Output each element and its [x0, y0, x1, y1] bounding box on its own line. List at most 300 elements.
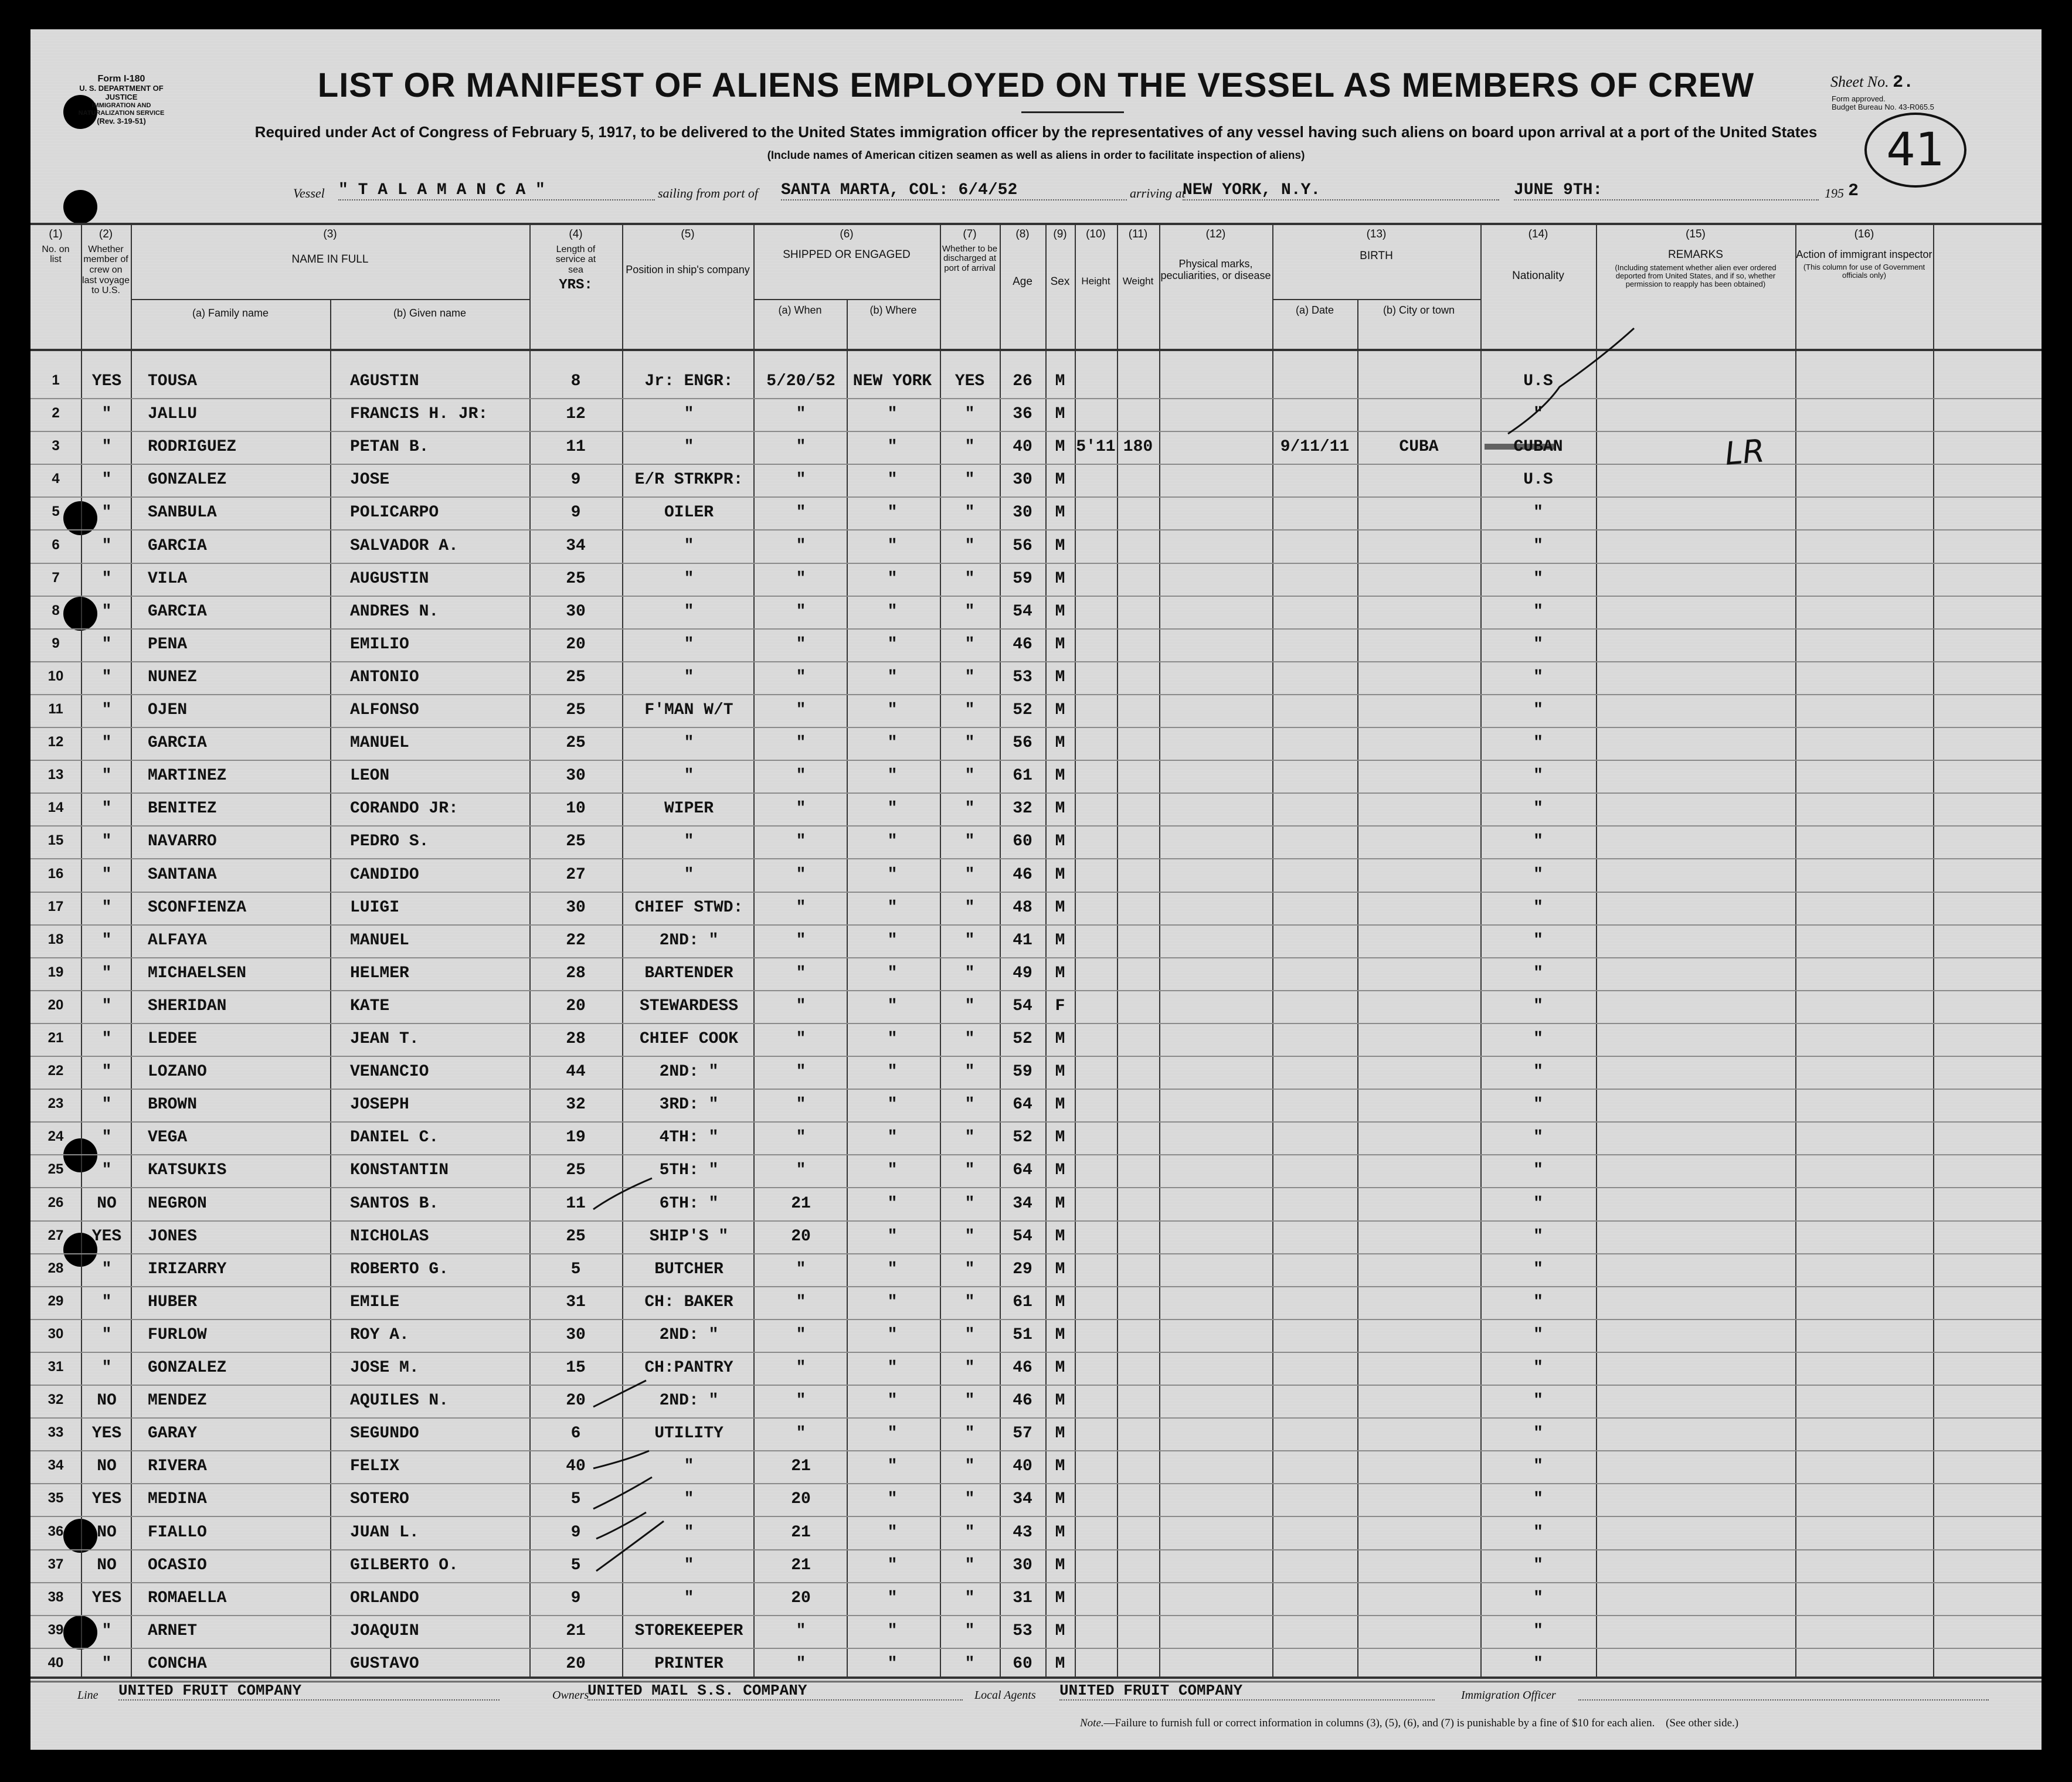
- prev-voyage-cell: ": [101, 635, 112, 654]
- position-cell: OILER: [664, 504, 714, 522]
- shipped-where-cell: ": [887, 504, 898, 522]
- sex-cell: M: [1055, 570, 1065, 588]
- prev-voyage-cell: ": [101, 800, 112, 818]
- years-service-cell: 11: [566, 1195, 586, 1213]
- discharged-cell: ": [964, 1030, 975, 1048]
- list-number-cell: 5: [52, 504, 60, 519]
- given-name-cell: CORANDO JR:: [350, 800, 458, 818]
- shipped-when-cell: ": [796, 504, 806, 522]
- prev-voyage-cell: ": [101, 438, 112, 456]
- prev-voyage-cell: NO: [97, 1523, 117, 1542]
- note-label: Note.: [1080, 1717, 1104, 1729]
- list-number-cell: 25: [47, 1161, 64, 1177]
- shipped-where-cell: ": [887, 1589, 898, 1607]
- shipped-where-cell: ": [887, 1556, 898, 1574]
- form-approved-line2: Budget Bureau No. 43-R065.5: [1832, 103, 1934, 112]
- owners-value: UNITED MAIL S.S. COMPANY: [587, 1682, 963, 1701]
- shipped-where-cell: ": [887, 1424, 898, 1443]
- shipped-when-cell: ": [796, 1096, 806, 1114]
- note-text: —Failure to furnish full or correct information in columns (3), (5), (6), and (7) is punishable by a fine of $10 for each alien.: [1103, 1717, 1655, 1729]
- birth-date-cell: 9/11/11: [1280, 438, 1350, 456]
- years-service-cell: 20: [566, 1392, 586, 1410]
- shipped-where-cell: ": [887, 899, 898, 917]
- list-number-cell: 4: [52, 471, 60, 487]
- years-service-cell: 9: [570, 471, 581, 489]
- nationality-cell: ": [1533, 1523, 1543, 1542]
- given-name-cell: EMILIO: [350, 635, 409, 654]
- col11-num: (11): [1128, 228, 1148, 240]
- shipped-when-cell: 20: [791, 1490, 811, 1508]
- sailing-port: SANTA MARTA, COL: 6/4/52: [781, 181, 1127, 200]
- position-cell: ": [684, 767, 694, 785]
- sex-cell: M: [1055, 1490, 1065, 1508]
- shipped-when-cell: ": [796, 1161, 806, 1179]
- shipped-when-cell: ": [796, 1622, 806, 1640]
- discharged-cell: ": [964, 1161, 975, 1179]
- given-name-cell: GILBERTO O.: [350, 1556, 458, 1574]
- sex-cell: M: [1055, 635, 1065, 654]
- shipped-when-cell: ": [796, 537, 806, 555]
- age-cell: 53: [1013, 668, 1032, 686]
- years-service-cell: 9: [570, 1589, 581, 1607]
- sex-cell: M: [1055, 471, 1065, 489]
- shipped-when-cell: ": [796, 438, 806, 456]
- shipped-where-cell: ": [887, 1622, 898, 1640]
- prev-voyage-cell: ": [101, 701, 112, 719]
- list-number-cell: 22: [47, 1063, 64, 1079]
- shipped-when-cell: ": [796, 405, 806, 423]
- col15-title: REMARKS: [1668, 248, 1723, 261]
- nationality-cell: ": [1533, 1392, 1543, 1410]
- discharged-cell: ": [964, 438, 975, 456]
- given-name-cell: AQUILES N.: [350, 1392, 449, 1410]
- position-cell: BUTCHER: [654, 1260, 723, 1278]
- nationality-cell: ": [1533, 1063, 1543, 1081]
- age-cell: 30: [1013, 471, 1032, 489]
- given-name-cell: LUIGI: [350, 899, 400, 917]
- age-cell: 40: [1013, 438, 1032, 456]
- discharged-cell: ": [964, 1227, 975, 1246]
- nationality-cell: ": [1533, 1293, 1543, 1311]
- list-number-cell: 13: [47, 767, 64, 783]
- discharged-cell: ": [964, 800, 975, 818]
- col4-num: (4): [569, 228, 583, 240]
- col11-title: Weight: [1122, 275, 1154, 287]
- list-number-cell: 35: [47, 1490, 64, 1506]
- given-name-cell: KATE: [350, 997, 390, 1015]
- family-name-cell: RIVERA: [148, 1457, 207, 1475]
- subtitle-note: (Include names of American citizen seamen as well as aliens in order to facilitate inspection of aliens): [767, 149, 1305, 162]
- years-service-cell: 5: [570, 1260, 581, 1278]
- footer-note: [1080, 1717, 1738, 1730]
- shipped-when-cell: ": [796, 899, 806, 917]
- position-cell: E/R STRKPR:: [634, 471, 743, 489]
- sex-cell: F: [1055, 997, 1065, 1015]
- prev-voyage-cell: YES: [91, 372, 122, 390]
- position-cell: ": [684, 1457, 694, 1475]
- given-name-cell: FRANCIS H. JR:: [350, 405, 488, 423]
- service: IMMIGRATION AND NATURALIZATION SERVICE: [78, 102, 165, 117]
- shipped-where-cell: ": [887, 1030, 898, 1048]
- discharged-cell: ": [964, 405, 975, 423]
- shipped-when-cell: 20: [791, 1589, 811, 1607]
- age-cell: 64: [1013, 1096, 1032, 1114]
- tally-stroke-icon: [593, 1477, 652, 1509]
- given-name-cell: ROY A.: [350, 1326, 409, 1344]
- shipped-where-cell: ": [887, 635, 898, 654]
- nationality-cell: ": [1533, 866, 1543, 884]
- shipped-when-cell: ": [796, 1655, 806, 1673]
- years-service-cell: 25: [566, 668, 586, 686]
- position-cell: ": [684, 734, 694, 752]
- col3-title: NAME IN FULL: [291, 253, 369, 266]
- list-number-cell: 36: [47, 1523, 64, 1539]
- family-name-cell: JALLU: [148, 405, 198, 423]
- col6a-header: (a) When: [778, 304, 822, 316]
- years-service-cell: 25: [566, 1161, 586, 1179]
- prev-voyage-cell: ": [101, 1260, 112, 1278]
- sex-cell: M: [1055, 1063, 1065, 1081]
- age-cell: 36: [1013, 405, 1032, 423]
- age-cell: 56: [1013, 537, 1032, 555]
- col6b-header: (b) Where: [869, 304, 917, 316]
- shipped-where-cell: ": [887, 1096, 898, 1114]
- sex-cell: M: [1055, 1622, 1065, 1640]
- shipped-where-cell: ": [887, 1490, 898, 1508]
- col16-title: Action of immigrant inspector: [1796, 248, 1932, 260]
- given-name-cell: NICHOLAS: [350, 1227, 429, 1246]
- years-service-cell: 44: [566, 1063, 586, 1081]
- family-name-cell: NEGRON: [148, 1195, 207, 1213]
- col3-num: (3): [323, 228, 337, 240]
- years-service-cell: 30: [566, 767, 586, 785]
- years-service-cell: 30: [566, 603, 586, 621]
- sex-cell: M: [1055, 438, 1065, 456]
- given-name-cell: JOSE: [350, 471, 390, 489]
- col6-title: SHIPPED OR ENGAGED: [783, 248, 911, 261]
- col13-title: BIRTH: [1360, 249, 1393, 262]
- years-service-cell: 20: [566, 997, 586, 1015]
- nationality-cell: ": [1533, 537, 1543, 555]
- prev-voyage-cell: ": [101, 1063, 112, 1081]
- family-name-cell: MENDEZ: [148, 1392, 207, 1410]
- nationality-cell: ": [1533, 1622, 1543, 1640]
- shipped-when-cell: ": [796, 1128, 806, 1147]
- owners-label: Owners: [552, 1689, 589, 1702]
- discharged-cell: ": [964, 1096, 975, 1114]
- shipped-when-cell: 21: [791, 1556, 811, 1574]
- years-service-cell: 9: [570, 1523, 581, 1542]
- col6-num: (6): [840, 228, 854, 240]
- family-name-cell: ROMAELLA: [148, 1589, 227, 1607]
- given-name-cell: DANIEL C.: [350, 1128, 439, 1147]
- sailing-label: sailing from port of: [658, 186, 758, 200]
- prev-voyage-cell: ": [101, 931, 112, 950]
- sex-cell: M: [1055, 1227, 1065, 1246]
- given-name-cell: LEON: [350, 767, 390, 785]
- shipped-where-cell: ": [887, 1655, 898, 1673]
- position-cell: ": [684, 1589, 694, 1607]
- given-name-cell: EMILE: [350, 1293, 400, 1311]
- nationality-cell: ": [1533, 1195, 1543, 1213]
- nationality-cell: ": [1533, 1457, 1543, 1475]
- years-service-cell: 25: [566, 701, 586, 719]
- col4-title: Length of service at sea: [555, 244, 596, 276]
- shipped-when-cell: ": [796, 800, 806, 818]
- family-name-cell: HUBER: [148, 1293, 198, 1311]
- shipped-when-cell: ": [796, 1293, 806, 1311]
- shipped-when-cell: 21: [791, 1195, 811, 1213]
- years-service-cell: 5: [570, 1490, 581, 1508]
- shipped-where-cell: ": [887, 1195, 898, 1213]
- years-service-cell: 40: [566, 1457, 586, 1475]
- given-name-cell: PEDRO S.: [350, 832, 429, 851]
- prev-voyage-cell: ": [101, 1128, 112, 1147]
- position-cell: STOREKEEPER: [634, 1622, 743, 1640]
- age-cell: 51: [1013, 1326, 1032, 1344]
- family-name-cell: GARCIA: [148, 603, 207, 621]
- shipped-where-cell: ": [887, 964, 898, 982]
- list-number-cell: 10: [47, 668, 64, 684]
- sex-cell: M: [1055, 1589, 1065, 1607]
- given-name-cell: ANDRES N.: [350, 603, 439, 621]
- age-cell: 52: [1013, 701, 1032, 719]
- nationality-cell: U.S: [1523, 471, 1553, 489]
- discharged-cell: ": [964, 1359, 975, 1377]
- discharged-cell: ": [964, 635, 975, 654]
- nationality-cell: ": [1533, 1556, 1543, 1574]
- sex-cell: M: [1055, 866, 1065, 884]
- years-service-cell: 10: [566, 800, 586, 818]
- family-name-cell: NUNEZ: [148, 668, 198, 686]
- sex-cell: M: [1055, 701, 1065, 719]
- sex-cell: M: [1055, 1556, 1065, 1574]
- family-name-cell: FIALLO: [148, 1523, 207, 1542]
- col13b-header: (b) City or town: [1383, 304, 1455, 316]
- shipped-where-cell: ": [887, 997, 898, 1015]
- age-cell: 46: [1013, 635, 1032, 654]
- age-cell: 52: [1013, 1030, 1032, 1048]
- position-cell: ": [684, 635, 694, 654]
- sex-cell: M: [1055, 767, 1065, 785]
- nationality-cell: ": [1533, 570, 1543, 588]
- list-number-cell: 21: [47, 1030, 64, 1046]
- given-name-cell: ANTONIO: [350, 668, 419, 686]
- age-cell: 59: [1013, 1063, 1032, 1081]
- discharged-cell: ": [964, 668, 975, 686]
- position-cell: PRINTER: [654, 1655, 723, 1673]
- height-cell: 5'11: [1076, 438, 1116, 456]
- shipped-when-cell: 21: [791, 1523, 811, 1542]
- col16-subtitle: (This column for use of Government officials only): [1803, 262, 1925, 280]
- age-cell: 26: [1013, 372, 1032, 390]
- years-service-cell: 11: [566, 438, 586, 456]
- family-name-cell: OJEN: [148, 701, 188, 719]
- list-number-cell: 6: [52, 537, 60, 553]
- position-cell: BARTENDER: [644, 964, 733, 982]
- list-number-cell: 12: [47, 734, 64, 750]
- position-cell: ": [684, 1490, 694, 1508]
- shipped-when-cell: ": [796, 964, 806, 982]
- age-cell: 40: [1013, 1457, 1032, 1475]
- shipped-when-cell: ": [796, 997, 806, 1015]
- list-number-cell: 3: [52, 438, 60, 454]
- arrival-date: JUNE 9TH:: [1514, 181, 1819, 200]
- sex-cell: M: [1055, 1457, 1065, 1475]
- discharged-cell: ": [964, 471, 975, 489]
- position-cell: CH: BAKER: [644, 1293, 733, 1311]
- prev-voyage-cell: ": [101, 603, 112, 621]
- years-service-cell: 25: [566, 734, 586, 752]
- position-cell: STEWARDESS: [639, 997, 739, 1015]
- age-cell: 57: [1013, 1424, 1032, 1443]
- family-name-cell: SANTANA: [148, 866, 217, 884]
- discharged-cell: ": [964, 1589, 975, 1607]
- discharged-cell: ": [964, 570, 975, 588]
- shipped-when-cell: ": [796, 832, 806, 851]
- shipped-when-cell: ": [796, 603, 806, 621]
- nationality-cell: ": [1533, 832, 1543, 851]
- list-number-cell: 30: [47, 1326, 64, 1342]
- sex-cell: M: [1055, 1424, 1065, 1443]
- sex-cell: M: [1055, 1195, 1065, 1213]
- family-name-cell: KATSUKIS: [148, 1161, 227, 1179]
- sex-cell: M: [1055, 832, 1065, 851]
- years-service-cell: 20: [566, 635, 586, 654]
- list-number-cell: 9: [52, 635, 60, 651]
- agents-label: Local Agents: [974, 1689, 1036, 1702]
- nationality-cell: ": [1533, 1490, 1543, 1508]
- age-cell: 60: [1013, 832, 1032, 851]
- sex-cell: M: [1055, 1260, 1065, 1278]
- nationality-cell: ": [1533, 701, 1543, 719]
- prev-voyage-cell: ": [101, 866, 112, 884]
- discharged-cell: ": [964, 603, 975, 621]
- birth-city-cell: CUBA: [1399, 438, 1439, 456]
- shipped-where-cell: ": [887, 668, 898, 686]
- age-cell: 32: [1013, 800, 1032, 818]
- shipped-when-cell: ": [796, 1424, 806, 1443]
- sex-cell: M: [1055, 1030, 1065, 1048]
- sex-cell: M: [1055, 1326, 1065, 1344]
- col14-num: (14): [1528, 228, 1548, 240]
- years-service-cell: 25: [566, 570, 586, 588]
- position-cell: F'MAN W/T: [644, 701, 733, 719]
- shipped-where-cell: ": [887, 767, 898, 785]
- shipped-where-cell: ": [887, 1161, 898, 1179]
- year-suffix: 2: [1848, 181, 1859, 201]
- years-service-cell: 20: [566, 1655, 586, 1673]
- prev-voyage-cell: ": [101, 537, 112, 555]
- handwritten-marks: [30, 29, 2042, 1750]
- years-service-cell: 8: [570, 372, 581, 390]
- discharged-cell: ": [964, 997, 975, 1015]
- col1-title: No. on list: [42, 244, 70, 265]
- given-name-cell: SEGUNDO: [350, 1424, 419, 1443]
- shipped-when-cell: ": [796, 1063, 806, 1081]
- list-number-cell: 18: [47, 931, 64, 947]
- years-service-cell: 9: [570, 504, 581, 522]
- years-service-cell: 22: [566, 931, 586, 950]
- discharged-cell: ": [964, 537, 975, 555]
- shipped-where-cell: ": [887, 1128, 898, 1147]
- revision: (Rev. 3-19-51): [97, 116, 146, 125]
- given-name-cell: SALVADOR A.: [350, 537, 458, 555]
- sex-cell: M: [1055, 405, 1065, 423]
- sex-cell: M: [1055, 964, 1065, 982]
- nationality-cell: ": [1533, 734, 1543, 752]
- shipped-where-cell: ": [887, 570, 898, 588]
- department: U. S. DEPARTMENT OF JUSTICE: [79, 84, 164, 102]
- age-cell: 46: [1013, 1359, 1032, 1377]
- age-cell: 48: [1013, 899, 1032, 917]
- family-name-cell: MICHAELSEN: [148, 964, 247, 982]
- list-number-cell: 34: [47, 1457, 64, 1473]
- manifest-sheet: [30, 29, 2042, 1750]
- prev-voyage-cell: ": [101, 504, 112, 522]
- years-service-cell: 32: [566, 1096, 586, 1114]
- prev-voyage-cell: YES: [91, 1490, 122, 1508]
- age-cell: 56: [1013, 734, 1032, 752]
- age-cell: 29: [1013, 1260, 1032, 1278]
- arriving-port: NEW YORK, N.Y.: [1183, 181, 1499, 200]
- given-name-cell: POLICARPO: [350, 504, 439, 522]
- age-cell: 54: [1013, 603, 1032, 621]
- sex-cell: M: [1055, 800, 1065, 818]
- shipped-where-cell: ": [887, 734, 898, 752]
- nationality-cell: ": [1533, 964, 1543, 982]
- family-name-cell: SHERIDAN: [148, 997, 227, 1015]
- position-cell: 2ND: ": [659, 1063, 719, 1081]
- family-name-cell: JONES: [148, 1227, 198, 1246]
- discharged-cell: YES: [955, 372, 985, 390]
- discharged-cell: ": [964, 931, 975, 950]
- prev-voyage-cell: ": [101, 1622, 112, 1640]
- prev-voyage-cell: ": [101, 964, 112, 982]
- vessel-label: Vessel: [293, 186, 325, 200]
- discharged-cell: ": [964, 767, 975, 785]
- position-cell: 4TH: ": [659, 1128, 719, 1147]
- position-cell: ": [684, 866, 694, 884]
- age-cell: 30: [1013, 504, 1032, 522]
- given-name-cell: PETAN B.: [350, 438, 429, 456]
- family-name-cell: LEDEE: [148, 1030, 198, 1048]
- nationality-cell: ": [1533, 1128, 1543, 1147]
- position-cell: WIPER: [664, 800, 714, 818]
- prev-voyage-cell: ": [101, 899, 112, 917]
- age-cell: 34: [1013, 1490, 1032, 1508]
- shipped-where-cell: ": [887, 931, 898, 950]
- family-name-cell: GONZALEZ: [148, 1359, 227, 1377]
- form-number: Form I-180: [97, 74, 145, 84]
- position-cell: CHIEF STWD:: [634, 899, 743, 917]
- discharged-cell: ": [964, 1260, 975, 1278]
- family-name-cell: NAVARRO: [148, 832, 217, 851]
- given-name-cell: AGUSTIN: [350, 372, 419, 390]
- shipped-where-cell: ": [887, 1359, 898, 1377]
- given-name-cell: MANUEL: [350, 931, 409, 950]
- age-cell: 49: [1013, 964, 1032, 982]
- shipped-where-cell: ": [887, 1063, 898, 1081]
- years-service-cell: 21: [566, 1622, 586, 1640]
- shipped-where-cell: ": [887, 537, 898, 555]
- col8-title: Age: [1013, 275, 1032, 288]
- age-cell: 53: [1013, 1622, 1032, 1640]
- list-number-cell: 26: [47, 1195, 64, 1210]
- shipped-when-cell: 5/20/52: [766, 372, 835, 390]
- given-name-cell: ROBERTO G.: [350, 1260, 449, 1278]
- list-number-cell: 8: [52, 603, 60, 618]
